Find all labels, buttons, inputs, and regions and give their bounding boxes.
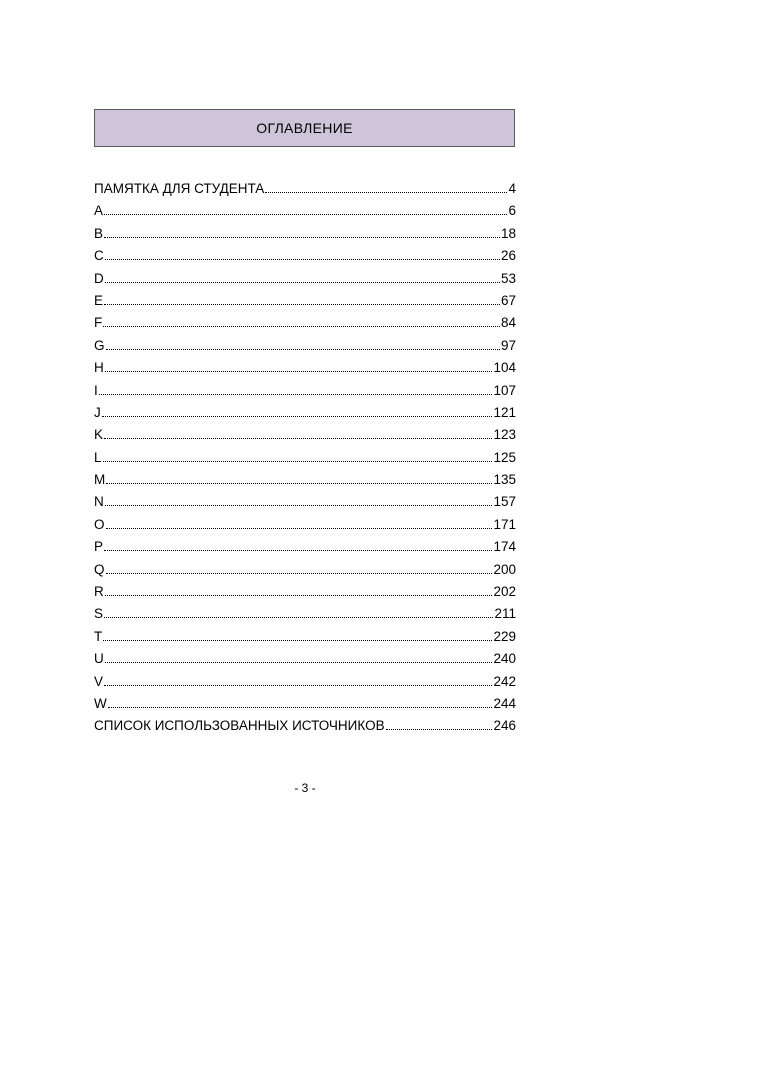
toc-entry[interactable] <box>94 559 516 581</box>
toc-entry-page: 240 <box>493 651 516 667</box>
toc-entry-label: V <box>94 673 104 689</box>
toc-entry-page: 242 <box>493 673 516 689</box>
toc-entry[interactable] <box>94 648 516 670</box>
toc-dot-leader <box>386 729 493 730</box>
toc-entry[interactable] <box>94 245 516 267</box>
toc-dot-leader <box>104 617 493 618</box>
toc-entry-label: E <box>94 292 104 308</box>
toc-entry-page: 125 <box>493 449 516 465</box>
toc-entry-label: K <box>94 427 104 443</box>
toc-entry-label: P <box>94 539 104 555</box>
toc-dot-leader <box>106 483 492 484</box>
toc-dot-leader <box>103 640 492 641</box>
toc-dot-leader <box>105 371 493 372</box>
toc-dot-leader <box>108 707 493 708</box>
toc-entry-page: 84 <box>500 315 516 331</box>
toc-entry-page: 244 <box>493 695 516 711</box>
toc-entry-page: 174 <box>493 539 516 555</box>
toc-dot-leader <box>104 438 492 439</box>
toc-entry-page: 171 <box>493 516 516 532</box>
toc-entry[interactable] <box>94 357 516 379</box>
toc-entry-label: T <box>94 628 103 644</box>
toc-entry[interactable] <box>94 268 516 290</box>
toc-dot-leader <box>105 595 493 596</box>
toc-entry-page: 67 <box>500 292 516 308</box>
toc-entry-page: 200 <box>493 561 516 577</box>
toc-title-box <box>94 109 515 147</box>
toc-entry-label: J <box>94 404 101 420</box>
toc-entry-label: L <box>94 449 102 465</box>
toc-entry-label: M <box>94 472 106 488</box>
toc-dot-leader <box>102 416 493 417</box>
toc-dot-leader <box>104 685 492 686</box>
toc-entry[interactable] <box>94 536 516 558</box>
page-number: - 3 - <box>294 781 316 795</box>
table-of-contents <box>94 178 516 738</box>
toc-entry-label: O <box>94 516 105 532</box>
toc-entry-page: 18 <box>500 225 516 241</box>
toc-entry[interactable] <box>94 715 516 737</box>
toc-dot-leader <box>105 259 500 260</box>
toc-entry[interactable] <box>94 223 516 245</box>
toc-entry[interactable] <box>94 402 516 424</box>
toc-entry[interactable] <box>94 491 516 513</box>
toc-entry[interactable] <box>94 447 516 469</box>
toc-entry-label: Q <box>94 561 105 577</box>
toc-entry-label: B <box>94 225 104 241</box>
toc-entry-label: R <box>94 584 104 600</box>
toc-entry-page: 6 <box>508 203 516 219</box>
page-title: ОГЛАВЛЕНИЕ <box>256 120 353 136</box>
toc-entry-page: 229 <box>493 628 516 644</box>
toc-dot-leader <box>105 662 493 663</box>
toc-entry-page: 26 <box>500 248 516 264</box>
toc-entry-label: СПИСОК ИСПОЛЬЗОВАННЫХ ИСТОЧНИКОВ <box>94 718 385 734</box>
toc-entry-page: 123 <box>493 427 516 443</box>
toc-entry-page: 211 <box>494 606 516 622</box>
toc-entry[interactable] <box>94 178 516 200</box>
toc-entry[interactable] <box>94 380 516 402</box>
toc-entry-page: 121 <box>493 404 516 420</box>
toc-entry[interactable] <box>94 693 516 715</box>
toc-dot-leader <box>104 304 500 305</box>
toc-entry[interactable] <box>94 424 516 446</box>
toc-entry-page: 202 <box>493 584 516 600</box>
toc-entry-page: 157 <box>493 494 516 510</box>
toc-dot-leader <box>265 192 507 193</box>
toc-dot-leader <box>104 214 507 215</box>
toc-entry[interactable] <box>94 469 516 491</box>
toc-entry-label: D <box>94 270 104 286</box>
toc-dot-leader <box>105 505 493 506</box>
toc-entry[interactable] <box>94 581 516 603</box>
toc-dot-leader <box>106 573 493 574</box>
toc-entry-page: 135 <box>493 472 516 488</box>
toc-entry-label: N <box>94 494 104 510</box>
toc-entry-page: 104 <box>493 360 516 376</box>
toc-dot-leader <box>99 394 493 395</box>
toc-dot-leader <box>104 237 500 238</box>
toc-entry-label: ПАМЯТКА ДЛЯ СТУДЕНТА <box>94 181 265 196</box>
toc-dot-leader <box>103 326 500 327</box>
toc-entry-label: U <box>94 651 104 667</box>
toc-entry[interactable] <box>94 626 516 648</box>
toc-entry-label: F <box>94 315 103 331</box>
toc-entry-page: 107 <box>493 382 516 398</box>
toc-entry-label: S <box>94 606 104 622</box>
toc-entry-label: C <box>94 248 104 264</box>
toc-entry-label: A <box>94 203 104 219</box>
toc-entry-label: W <box>94 695 107 711</box>
toc-entry[interactable] <box>94 603 516 625</box>
toc-entry-page: 53 <box>500 270 516 286</box>
toc-entry-page: 246 <box>493 718 516 734</box>
toc-entry[interactable] <box>94 290 516 312</box>
toc-entry-label: I <box>94 382 98 398</box>
toc-entry[interactable] <box>94 671 516 693</box>
toc-dot-leader <box>103 461 493 462</box>
toc-dot-leader <box>105 282 500 283</box>
toc-entry-page: 97 <box>500 337 516 353</box>
toc-entry[interactable] <box>94 514 516 536</box>
toc-entry[interactable] <box>94 200 516 222</box>
toc-dot-leader <box>106 528 493 529</box>
toc-dot-leader <box>104 550 492 551</box>
toc-dot-leader <box>106 349 500 350</box>
toc-entry-label: H <box>94 360 104 376</box>
toc-entry[interactable] <box>94 335 516 357</box>
toc-entry-page: 4 <box>508 181 516 196</box>
toc-entry-label: G <box>94 337 105 353</box>
toc-entry[interactable] <box>94 312 516 334</box>
